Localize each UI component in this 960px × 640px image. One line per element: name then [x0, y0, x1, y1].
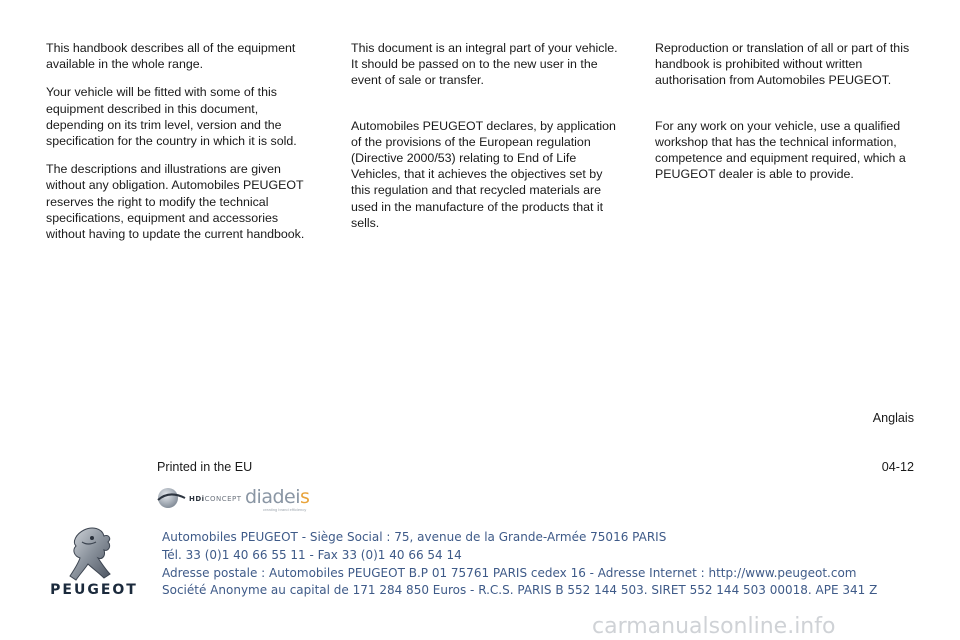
hdi-droplet-icon — [155, 486, 189, 510]
company-address — [162, 529, 877, 600]
paragraph: Your vehicle will be fitted with some of this equipment described in this document, depending on its trim level, version and the specification for the country in which it is sold. — [46, 85, 297, 149]
hdi-concept-logo — [155, 486, 242, 510]
paragraph: Automobiles PEUGEOT declares, by application of the provisions of the European regulation (Directive 2000/53) relating to End of Life Vehicles, that it achieves the objectives set by this regulation and that recycled materials are used in the manufacture of the products that it sells. — [351, 118, 616, 230]
hdi-logo-text: HDiCONCEPT — [189, 495, 242, 503]
paragraph: This handbook describes all of the equipment available in the whole range. — [46, 41, 296, 72]
paragraph: This document is an integral part of your vehicle. It should be passed on to the new user in the event of sale or transfer. — [351, 41, 618, 88]
address-line: Adresse postale : Automobiles PEUGEOT B.P 01 75761 PARIS cedex 16 - Adresse Internet : http://www.peugeot.com — [162, 565, 857, 580]
paragraph: The descriptions and illustrations are given without any obligation. Automobiles PEUGEOT reserves the right to modify the technical specifications, equipment and accessories without having to update the current handbook. — [46, 162, 305, 242]
site-watermark: carmanualsonline.info — [592, 614, 836, 639]
printed-label: Printed in the EU — [157, 460, 253, 474]
diadeis-wordmark: diadeis — [245, 486, 310, 508]
middle-column — [351, 40, 621, 231]
paragraph: Reproduction or translation of all or part of this handbook is prohibited without written authorisation from Automobiles PEUGEOT. — [655, 41, 910, 88]
edition-code: 04-12 — [881, 460, 914, 474]
peugeot-lion-icon — [62, 524, 122, 584]
address-line: Société Anonyme au capital de 171 284 850 Euros - R.C.S. PARIS B 552 144 503. SIRET 552 144 503 00018. APE 341 Z — [162, 583, 878, 598]
paragraph: For any work on your vehicle, use a qualified workshop that has the technical information, competence and equipment required, which a PEUGEOT dealer is able to provide. — [655, 118, 906, 182]
left-column — [46, 40, 308, 242]
address-line: Automobiles PEUGEOT - Siège Social : 75, avenue de la Grande-Armée 75016 PARIS — [162, 530, 667, 544]
diadeis-logo — [245, 486, 325, 512]
diadeis-tagline: creating brand efficiency — [263, 507, 307, 512]
address-line: Tél. 33 (0)1 40 66 55 11 - Fax 33 (0)1 40 66 54 14 — [162, 547, 462, 562]
peugeot-wordmark: PEUGEOT — [50, 582, 138, 598]
language-label: Anglais — [872, 411, 914, 425]
right-column — [655, 40, 923, 182]
